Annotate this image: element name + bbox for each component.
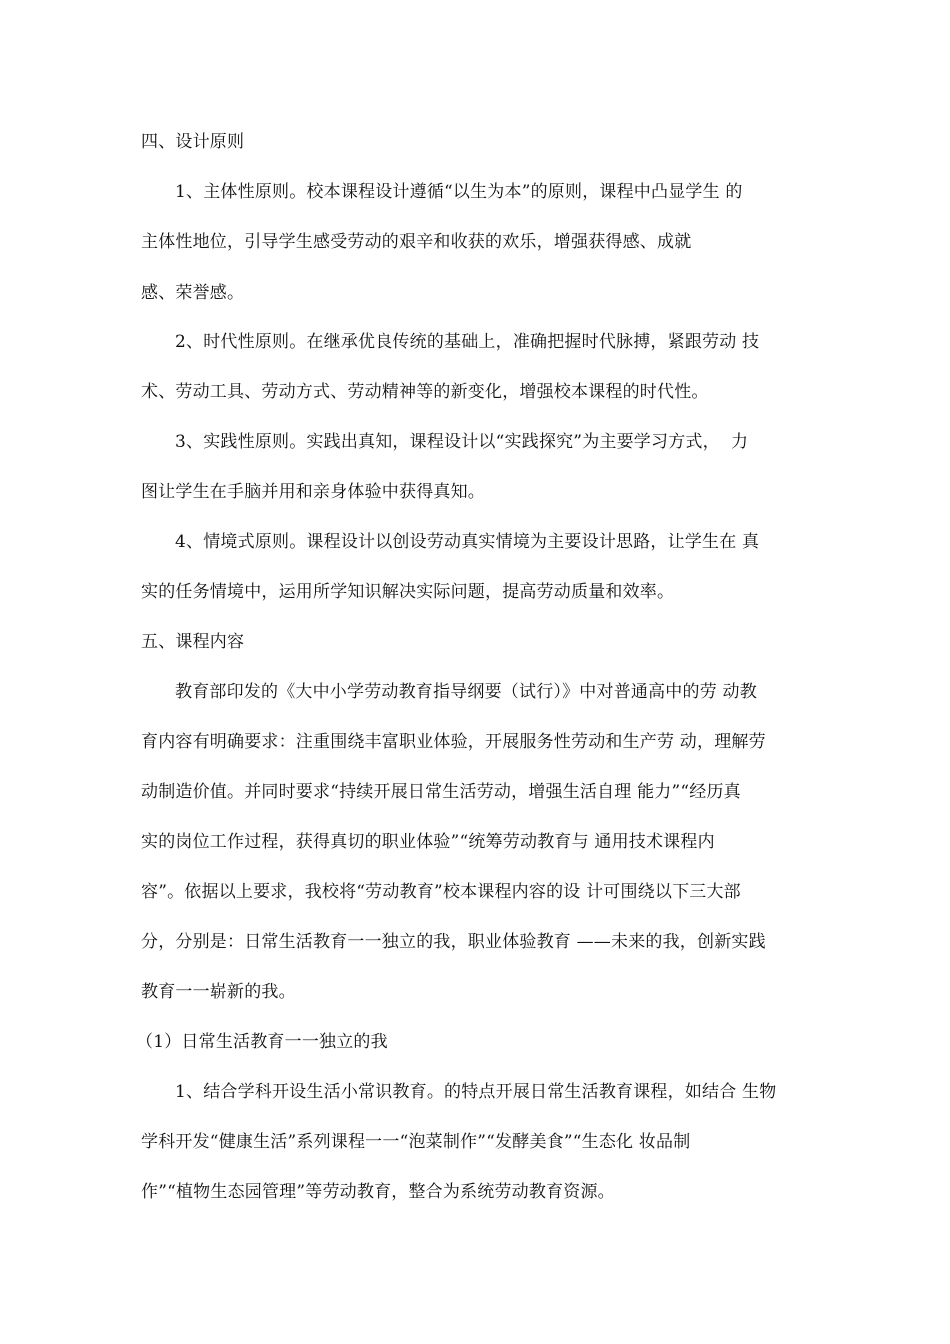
paragraph-line: 动制造价值。并同时要求“持续开展日常生活劳动，增强生活自理 能力”“经历真 [141,782,741,802]
paragraph-line: 作”“植物生态园管理”等劳动教育，整合为系统劳动教育资源。 [141,1182,615,1202]
paragraph-line: 1、主体性原则。校本课程设计遵循“以生为本”的原则，课程中凸显学生 的 [175,182,743,202]
subsection-heading: （1）日常生活教育一一独立的我 [136,1032,388,1052]
paragraph-line: 感、荣誉感。 [141,283,245,303]
paragraph-line: 实的岗位工作过程，获得真切的职业体验”“统筹劳动教育与 通用技术课程内 [141,832,715,852]
paragraph-line: 分，分别是：日常生活教育一一独立的我，职业体验教育 ——未来的我，创新实践 [141,932,766,952]
paragraph-line: 学科开发“健康生活”系列课程一一“泡菜制作”“发酵美食”“生态化 妆品制 [141,1132,691,1152]
paragraph-line: 容”。依据以上要求，我校将“劳动教育”校本课程内容的设 计可围绕以下三大部 [141,882,741,902]
paragraph-line: 实的任务情境中，运用所学知识解决实际问题，提高劳动质量和效率。 [141,582,675,602]
paragraph-line: 4、情境式原则。课程设计以创设劳动真实情境为主要设计思路，让学生在 真 [175,532,760,552]
paragraph-line: 3、实践性原则。实践出真知，课程设计以“实践探究”为主要学习方式， 力 [175,432,749,452]
paragraph-line: 教育部印发的《大中小学劳动教育指导纲要（试行）》中对普通高中的劳 动教 [175,682,757,702]
paragraph-line: 1、结合学科开设生活小常识教育。的特点开展日常生活教育课程，如结合 生物 [175,1082,777,1102]
paragraph-line: 2、时代性原则。在继承优良传统的基础上，准确把握时代脉搏，紧跟劳动 技 [175,332,760,352]
paragraph-line: 术、劳动工具、劳动方式、劳动精神等的新变化，增强校本课程的时代性。 [141,382,709,402]
section-heading-design-principles: 四、设计原则 [141,132,245,152]
paragraph-line: 教育一一崭新的我。 [141,982,296,1002]
paragraph-line: 图让学生在手脑并用和亲身体验中获得真知。 [141,482,485,502]
paragraph-line: 育内容有明确要求：注重围绕丰富职业体验，开展服务性劳动和生产劳 动，理解劳 [141,732,766,752]
paragraph-line: 主体性地位，引导学生感受劳动的艰辛和收获的欢乐，增强获得感、成就 [141,232,692,252]
section-heading-course-content: 五、课程内容 [141,632,245,652]
